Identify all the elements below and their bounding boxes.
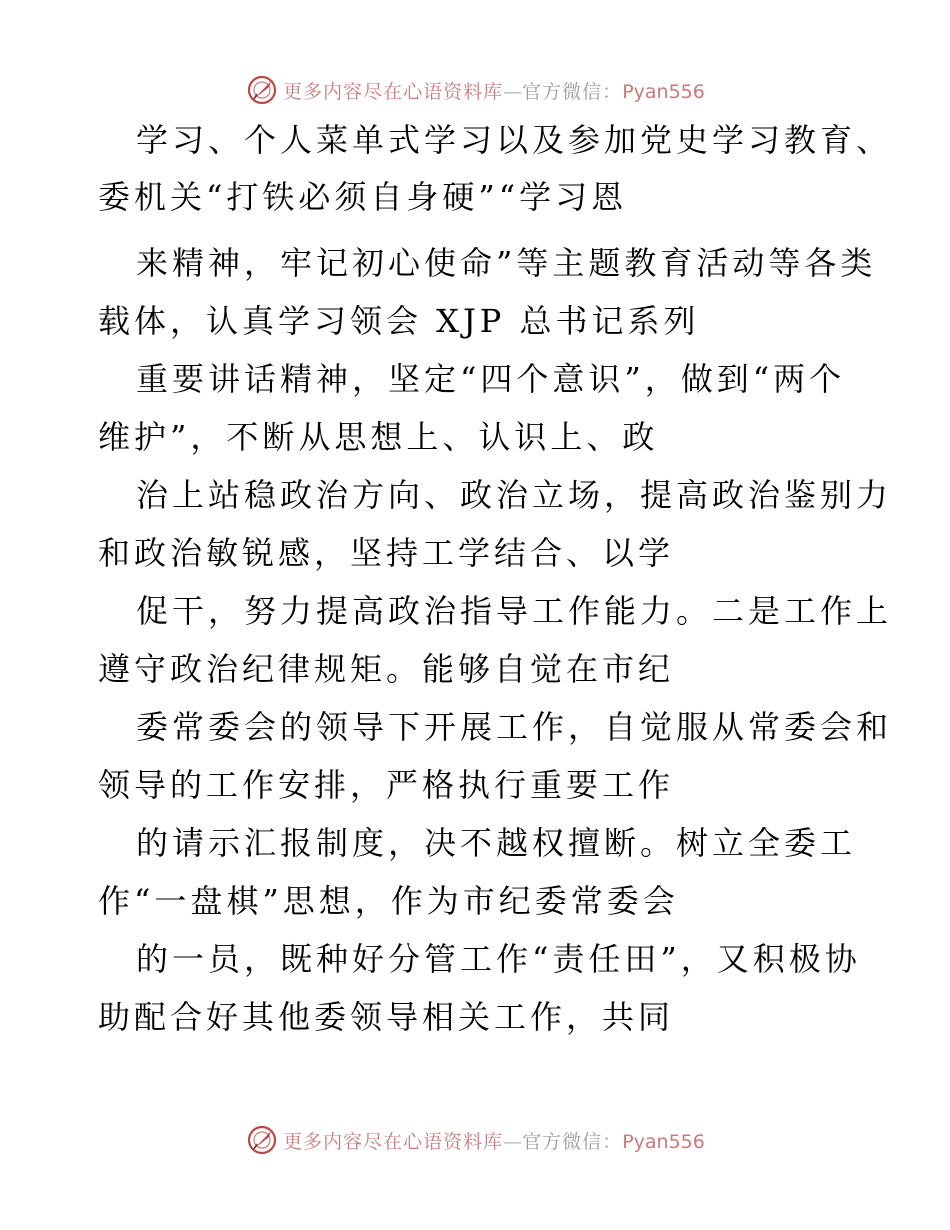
body-line-11: 委常委会的领导下开展工作，自觉服从常委会和: [136, 708, 893, 746]
watermark-colon: ：: [602, 1130, 623, 1153]
watermark-colon: ：: [602, 80, 623, 103]
watermark-separator: —: [503, 1130, 523, 1153]
body-line-2: 委机关“打铁必须自身硬”“学习恩: [98, 178, 628, 216]
watermark-text: [283, 77, 705, 104]
quill-logo-icon: [245, 73, 279, 107]
body-line-7: 治上站稳政治方向、政治立场，提高政治鉴别力: [136, 476, 893, 514]
watermark-wechat-id: Pyan556: [622, 1130, 705, 1153]
quill-logo-icon: [245, 1123, 279, 1157]
watermark-separator: —: [503, 80, 523, 103]
watermark-official-label: 官方微信: [522, 80, 603, 103]
body-line-3: 来精神，牢记初心使命”等主题教育活动等各类: [136, 244, 877, 282]
body-line-9: 促干，努力提高政治指导工作能力。二是工作上: [136, 592, 893, 630]
watermark-official-label: 官方微信: [522, 1130, 603, 1153]
watermark-site-text: 更多内容尽在心语资料库: [283, 1130, 504, 1153]
body-line-8: 和政治敏锐感，坚持工学结合、以学: [98, 534, 675, 572]
body-line-16: 助配合好其他委领导相关工作，共同: [98, 998, 675, 1036]
body-line-12: 领导的工作安排，严格执行重要工作: [98, 766, 675, 804]
watermark-text: [283, 1127, 705, 1154]
body-line-13: 的请示汇报制度，决不越权擅断。树立全委工: [136, 824, 857, 862]
body-line-15: 的一员，既种好分管工作“责任田”，又积极协: [136, 940, 861, 978]
body-line-1: 学习、个人菜单式学习以及参加党史学习教育、: [136, 121, 893, 159]
watermark-wechat-id: Pyan556: [622, 80, 705, 103]
header-watermark: [0, 70, 950, 110]
body-line-6: 维护”，不断从思想上、认识上、政: [98, 418, 659, 456]
body-line-4: 载体，认真学习领会 XJP 总书记系列: [98, 302, 700, 340]
body-line-14: 作“一盘棋”思想，作为市纪委常委会: [98, 882, 679, 920]
body-line-10: 遵守政治纪律规矩。能够自觉在市纪: [98, 650, 675, 688]
footer-watermark: [0, 1120, 950, 1160]
watermark-site-text: 更多内容尽在心语资料库: [283, 80, 504, 103]
body-line-5: 重要讲话精神，坚定“四个意识”，做到“两个: [136, 360, 846, 398]
